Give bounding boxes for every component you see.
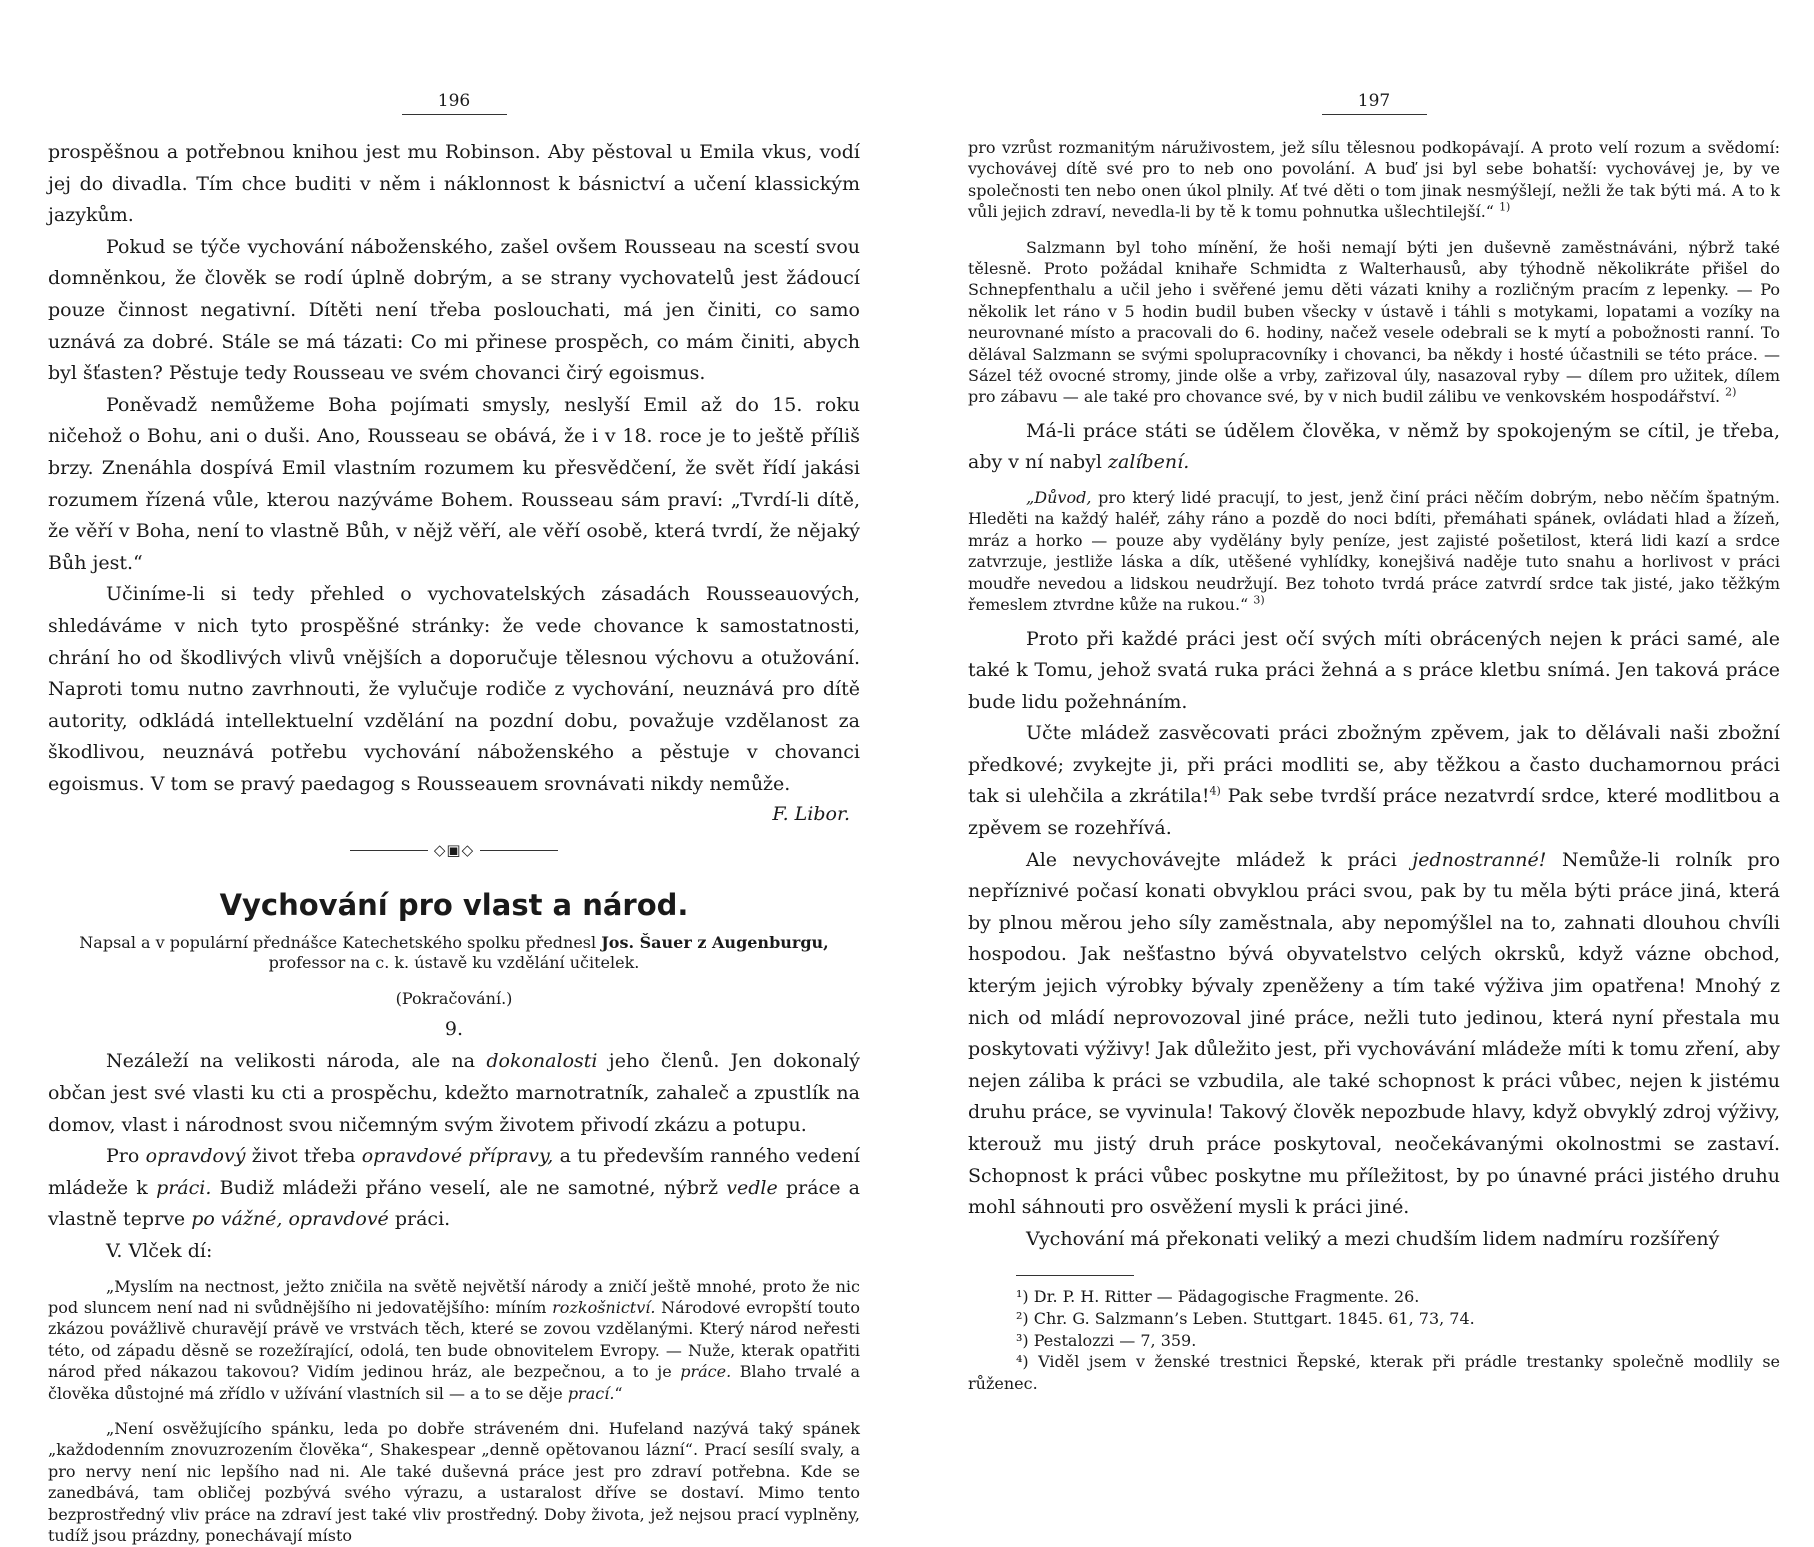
- paragraph: Ale nevychovávejte mládež k práci jednostranné! Nemůže-li rolník pro nepříznivé počasí konati obvyklou práci svou, pak by tu měla býti práce jiná, která by plnou měrou jeho síly zaměstnala, aby nepomýšlel na to, zahnati dlouhou chvíli hospodou. Jak nešťastno bývá obyvatelstvo celých okrsků, když vázne obchod, kterým jejich výrobky bývaly zpeněženy a tím také výživa jim opatřena! Mnohý z nich od mládí neprovozoval jiné práce, nežli tuto jedinou, která nyní přestala mu poskytovati výživy! Jak důležito jest, při vychovávání mládeže míti k tomu zření, aby nejen záliba k práci se vzbudila, ale také schopnost k práci vůbec, nejen k jistému druhu práce, se vyvinula! Takový člověk nepozbude hlavy, když obvyklý zdroj výživy, kterouž mu jistý druh práce poskytoval, neočekávanými okolnostmi se zastaví. Schopnost k práci vůbec poskytne mu příležitost, by po únavné práci jistého druhu mohl sáhnouti pro osvěžení mysli k práci jiné.: [968, 848, 1781, 1219]
- left-page: [48, 0, 860, 1547]
- footnote-ref: 1): [1499, 200, 1511, 214]
- page-number: 197: [1357, 91, 1391, 111]
- footnote-rule: [1016, 1275, 1134, 1276]
- quote-paragraph: „Myslím na nectnost, ježto zničila na světě největší národy a zničí ještě mnohé, proto že nic pod sluncem není nad ni svůdnějšího ni jedovatějšího: míním rozkošnictví. Národové evropští touto zkázou povážlivě churavějí právě ve vrstvách těch, které se zovou vzdělanými. Který národ neřesti této, od západu děsně se rozežírající, odolá, ten bude obnovitelem Evropy. — Nuže, kterak opatřiti národ před nákazou takovou? Vidím jedinou hráz, ale bezpečnou, a to je práce. Blaho trvalé a člověka důstojné má zřídlo v užívání vlastních sil — a to se děje prací.“: [48, 1276, 860, 1403]
- continued-note: (Pokračování.): [395, 989, 513, 1009]
- footnote: ⁴) Viděl jsem v ženské trestnici Řepské, kterak při prádle trestanky společně modlily se růženec.: [968, 1352, 1780, 1393]
- quote-paragraph: „Není osvěžujícího spánku, leda po dobře stráveném dni. Hufeland nazývá taký spánek „každodenním znovuzrozením člověka“, Shakespear „denně opětovanou lázní“. Prací sesílí svaly, a pro nervy není nic lepšího nad ni. Ale také duševná práce jest pro zdraví potřebna. Kde se zanedbává, tam obličej pozbývá svého výrazu, a ustaralost dříve se dostaví. Mimo tento bezprostředný vliv práce na zdraví jest také vliv prostředný. Doby života, jež nejsou prací vyplněny, tudíž jsou prázdny, ponechávají místo: [48, 1419, 860, 1546]
- section-number: 9.: [444, 1018, 464, 1041]
- page-number: 196: [437, 91, 471, 111]
- paragraph: Učte mládež zasvěcovati práci zbožným zpěvem, jak to dělávali naši zbožní předkové; zvykejte ji, při práci modliti se, aby těžkou a často duchamornou práci tak si ulehčila a zkrátila!$^{4)}$ Pak sebe tvrdší práce nezatvrdí srdce, které modlitbou a zpěvem se rozehřívá.: [968, 722, 1780, 840]
- footnote-ref: 2): [1725, 386, 1737, 400]
- paragraph: Pokud se týče vychování náboženského, zašel ovšem Rousseau na scestí svou domněnkou, že člověk se rodí úplně dobrým, a se strany vychovatelů jest žádoucí pouze činnost negativní. Dítěti není třeba poslouchati, má jen činiti, co samo uznává za dobré. Stále se má tázati: Co mi přinese prospěch, co mám činiti, abych byl šťasten? Pěstuje tedy Rousseau ve svém chovanci čirý egoismus.: [48, 235, 860, 385]
- paragraph: Vychování má překonati veliký a mezi chudším lidem nadmíru rozšířený: [1026, 1227, 1720, 1250]
- paragraph: prospěšnou a potřebnou knihou jest mu Robinson. Aby pěstoval u Emila vkus, vodí jej do divadla. Tím chce buditi v něm i náklonnost k básnictví a učení klassickým jazykům.: [48, 141, 860, 227]
- paragraph: Má-li práce státi se údělem člověka, v němž by spokojeným se cítil, je třeba, aby v ní nabyl zalíbení.: [968, 419, 1780, 474]
- paragraph: Nezáleží na velikosti národa, ale na dokonalosti jeho členů. Jen dokonalý občan jest své vlasti ku cti a prospěchu, kdežto marnotratník, zahaleč a zpustlík na domov, vlast i národnost svou ničemným svým životem přivodí zkázu a potupu.: [48, 1050, 861, 1136]
- right-page: [968, 0, 1780, 1394]
- byline-author: Jos. Šauer z Augenburgu,: [601, 933, 829, 953]
- quote-paragraph: pro vzrůst rozmanitým náruživostem, jež sílu tělesnou podkopávají. A proto velí rozum a svědomí: vychovávej dítě své pro to neb ono povolání. A buď jsi byl sebe bohatší: vychovávej je, by ve společnosti ten nebo onen úkol plnily. Ať tvé děti o tom jinak nesmýšlejí, nežli že tak býti má. A to k vůli jejich zdraví, nevedla-li by tě k tomu pohnutka ušlechtilejší.“ $^{1)}$: [968, 138, 1780, 222]
- folio-rule: [402, 114, 507, 115]
- author-signature: F. Libor.: [772, 803, 850, 826]
- article-body: [48, 1046, 860, 1267]
- section-ornament: [48, 840, 860, 859]
- footnote-ref: 4): [1209, 785, 1221, 799]
- right-body-continued: [968, 624, 1780, 1256]
- folio-rule: [1322, 114, 1427, 115]
- quote-continuation: [968, 137, 1780, 408]
- quotation: [48, 1276, 860, 1547]
- paragraph: V. Vlček dí:: [106, 1240, 213, 1263]
- right-body: [968, 416, 1780, 479]
- left-body: [48, 137, 860, 800]
- footnote-ref: 3): [1253, 593, 1265, 607]
- paragraph: Poněvadž nemůžeme Boha pojímati smysly, neslyší Emil až do 15. roku ničehož o Bohu, ani o duši. Ano, Rousseau se obává, že i v 18. roce je to ještě příliš brzy. Znenáhla dospívá Emil vlastním rozumem ku přesvědčení, že svět řídí jakási rozumem řízená vůle, kterou nazýváme Bohem. Rousseau sám praví: „Tvrdí-li dítě, že věří v Boha, není to vlastně Bůh, v nějž věří, ale věří osobě, která tvrdí, že nějaký Bůh jest.“: [48, 393, 860, 574]
- paragraph: Proto při každé práci jest očí svých míti obrácených nejen k práci samé, ale také k Tomu, jehož svatá ruka práci žehná a s práce kletbu snímá. Jen taková práce bude lidu požehnáním.: [968, 627, 1780, 713]
- footnotes: [968, 1286, 1780, 1394]
- quotation: [968, 487, 1780, 615]
- quote-paragraph: „Důvod, pro který lidé pracují, to jest, jenž činí práci něčím dobrým, nebo něčím špatným. Hleděti na každý haléř, záhy ráno a pozdě do noci bdíti, přemáhati spánek, ovládati hlad a žízeň, mráz a horko — pouze aby vydělány byly peníze, jest zajisté pošetilost, která lidi kazí a srdce zatvrzuje, jestliže láska a dík, utěšené vyhlídky, konejšivá naděje tuto snahu a horlivost v práci moudře nevedou a lidskou neudržují. Bez tohoto tvrdá práce zatvrdí srdce tak jisté, jako těžkým řemeslem ztvrdne kůže na rukou.“ $^{3)}$: [968, 488, 1780, 615]
- footnote: ²) Chr. G. Salzmann’s Leben. Stuttgart. 1845. 61, 73, 74.: [1016, 1308, 1475, 1328]
- footnote: ¹) Dr. P. H. Ritter — Pädagogische Fragmente. 26.: [1016, 1287, 1420, 1307]
- quote-paragraph: Salzmann byl toho mínění, že hoši nemají býti jen duševně zaměstnáváni, nýbrž také tělesně. Proto požádal knihaře Schmidta z Walterhausů, aby týhodně několikráte přišel do Schnepfenthalu a učil jeho i svěřené jemu děti vázati knihy a rozličným pracím z lepenky. — Po několik let ráno v 5 hodin budil buben všecky v ústavě i táhli s motykami, lopatami a vozíky na neurovnané místo a pracovali do 6. hodiny, načež vesele odebrali se k mytí a pobožnosti ranní. To dělával Salzmann se svými spolupracovníky i chovanci, ba někdy i hosté účastnili se této práce. — Sázel též ovocné stromy, jinde olše a vrby, zařizoval úly, nasazoval ryby — dílem pro užitek, dílem pro zábavu — ale také pro chovance své, by v nich budil zálibu ve venkovském hospodářství. $^{2)}$: [968, 237, 1780, 407]
- ornament-icon: ◇▣◇: [433, 841, 475, 860]
- ornament-line: [480, 850, 558, 851]
- paragraph: Učiníme-li si tedy přehled o vychovatelských zásadách Rousseauových, shledáváme v nich tyto prospěšné stránky: že vede chovance k samostatnosti, chrání ho od škodlivých vlivů vnějších a doporučuje tělesnou výchovu a otužování. Naproti tomu nutno zavrhnouti, že vylučuje rodiče z vychování, neuznává pro dítě autority, odkládá intellektuelní vzdělání na pozdní dobu, považuje vzdělanost za škodlivou, neuznává potřebu vychování náboženského a pěstuje v chovanci egoismus. V tom se pravý paedagog s Rousseauem srovnávati nikdy nemůže.: [48, 583, 860, 795]
- paragraph: Pro opravdový život třeba opravdové přípravy, a tu především ranného vedení mládeže k práci. Budiž mládeži přáno veselí, ale ne samotné, nýbrž vedle práce a vlastně teprve po vážné, opravdové práci.: [48, 1145, 860, 1231]
- ornament-line: [350, 850, 428, 851]
- footnote: ³) Pestalozzi — 7, 359.: [1016, 1330, 1197, 1350]
- article-byline: [48, 933, 860, 973]
- byline-text: Napsal a v populární přednášce Katechetského spolku přednesl: [79, 933, 597, 953]
- byline-affiliation: professor na c. k. ústavě ku vzdělání učitelek.: [268, 953, 640, 973]
- article-title: Vychování pro vlast a národ.: [219, 888, 689, 923]
